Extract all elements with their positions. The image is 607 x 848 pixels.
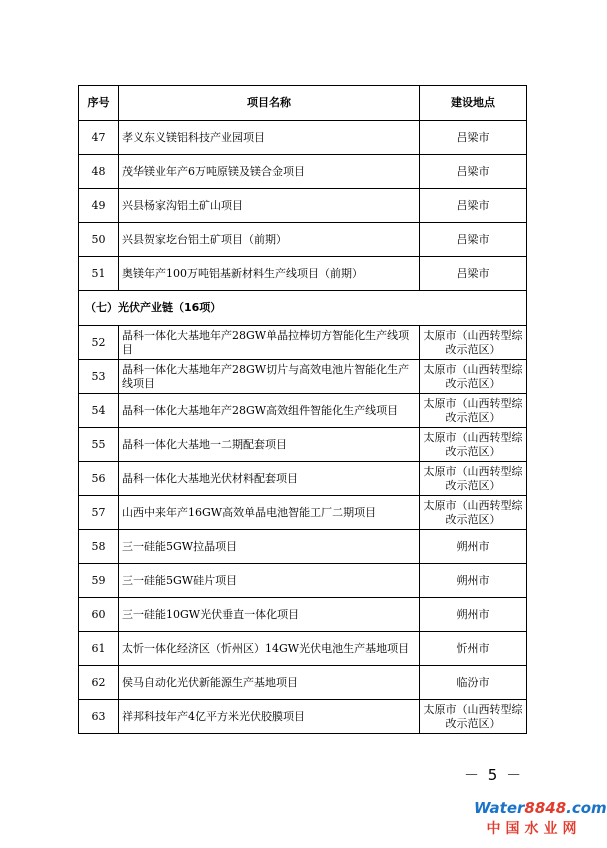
row-project-name: 晶科一体化大基地一二期配套项目 — [119, 428, 420, 462]
table-row — [79, 394, 527, 428]
table-row — [79, 360, 527, 394]
row-project-name: 山西中来年产16GW高效单晶电池智能工厂二期项目 — [119, 496, 420, 530]
row-project-name: 晶科一体化大基地年产28GW高效组件智能化生产线项目 — [119, 394, 420, 428]
header-number: 序号 — [79, 86, 119, 121]
table-row — [79, 564, 527, 598]
row-project-name: 侯马自动化光伏新能源生产基地项目 — [119, 666, 420, 700]
row-project-name: 三一硅能10GW光伏垂直一体化项目 — [119, 598, 420, 632]
section-row — [79, 291, 527, 326]
row-project-name: 太忻一体化经济区（忻州区）14GW光伏电池生产基地项目 — [119, 632, 420, 666]
row-number: 49 — [79, 189, 119, 223]
header-project-name: 项目名称 — [119, 86, 420, 121]
table-header-row — [79, 86, 527, 121]
row-project-name: 三一硅能5GW硅片项目 — [119, 564, 420, 598]
table-row — [79, 189, 527, 223]
row-number: 63 — [79, 700, 119, 734]
row-project-name: 祥邦科技年产4亿平方米光伏胶膜项目 — [119, 700, 420, 734]
row-project-name: 茂华镁业年产6万吨原镁及镁合金项目 — [119, 155, 420, 189]
row-project-name: 三一硅能5GW拉晶项目 — [119, 530, 420, 564]
row-location: 朔州市 — [420, 564, 527, 598]
row-number: 58 — [79, 530, 119, 564]
table-row — [79, 155, 527, 189]
row-number: 50 — [79, 223, 119, 257]
row-location: 忻州市 — [420, 632, 527, 666]
row-number: 60 — [79, 598, 119, 632]
row-location: 吕梁市 — [420, 189, 527, 223]
row-project-name: 晶科一体化大基地年产28GW单晶拉棒切方智能化生产线项目 — [119, 326, 420, 360]
page-number: － 5 － — [464, 766, 524, 784]
table-row — [79, 598, 527, 632]
row-project-name: 晶科一体化大基地光伏材料配套项目 — [119, 462, 420, 496]
row-number: 55 — [79, 428, 119, 462]
row-number: 47 — [79, 121, 119, 155]
row-project-name: 兴县贺家圪台铝土矿项目（前期） — [119, 223, 420, 257]
row-number: 54 — [79, 394, 119, 428]
row-location: 太原市（山西转型综改示范区） — [420, 700, 527, 734]
row-location: 太原市（山西转型综改示范区） — [420, 428, 527, 462]
row-number: 56 — [79, 462, 119, 496]
table-row — [79, 530, 527, 564]
header-location: 建设地点 — [420, 86, 527, 121]
row-number: 51 — [79, 257, 119, 291]
row-project-name: 孝义东义镁铝科技产业园项目 — [119, 121, 420, 155]
row-location: 吕梁市 — [420, 121, 527, 155]
table-row — [79, 223, 527, 257]
row-project-name: 晶科一体化大基地年产28GW切片与高效电池片智能化生产线项目 — [119, 360, 420, 394]
table-row — [79, 632, 527, 666]
row-number: 62 — [79, 666, 119, 700]
row-number: 48 — [79, 155, 119, 189]
table-row — [79, 121, 527, 155]
table-row — [79, 428, 527, 462]
row-number: 52 — [79, 326, 119, 360]
row-location: 太原市（山西转型综改示范区） — [420, 360, 527, 394]
row-location: 太原市（山西转型综改示范区） — [420, 394, 527, 428]
row-number: 59 — [79, 564, 119, 598]
table-row — [79, 496, 527, 530]
row-location: 太原市（山西转型综改示范区） — [420, 496, 527, 530]
row-number: 57 — [79, 496, 119, 530]
table-row — [79, 666, 527, 700]
section-title: （七）光伏产业链（16项） — [79, 291, 527, 326]
row-location: 临汾市 — [420, 666, 527, 700]
table-row — [79, 326, 527, 360]
row-location: 吕梁市 — [420, 223, 527, 257]
watermark-logo: Water8848.com 中国水业网 — [474, 799, 607, 837]
row-location: 太原市（山西转型综改示范区） — [420, 326, 527, 360]
table-row — [79, 462, 527, 496]
table-row — [79, 700, 527, 734]
table-row — [79, 257, 527, 291]
row-location: 朔州市 — [420, 598, 527, 632]
row-location: 吕梁市 — [420, 155, 527, 189]
row-project-name: 兴县杨家沟铝土矿山项目 — [119, 189, 420, 223]
row-project-name: 奥镁年产100万吨铝基新材料生产线项目（前期） — [119, 257, 420, 291]
row-number: 53 — [79, 360, 119, 394]
row-location: 吕梁市 — [420, 257, 527, 291]
watermark-cn: 中国水业网 — [486, 821, 582, 837]
row-location: 太原市（山西转型综改示范区） — [420, 462, 527, 496]
row-location: 朔州市 — [420, 530, 527, 564]
row-number: 61 — [79, 632, 119, 666]
project-table — [78, 85, 527, 734]
